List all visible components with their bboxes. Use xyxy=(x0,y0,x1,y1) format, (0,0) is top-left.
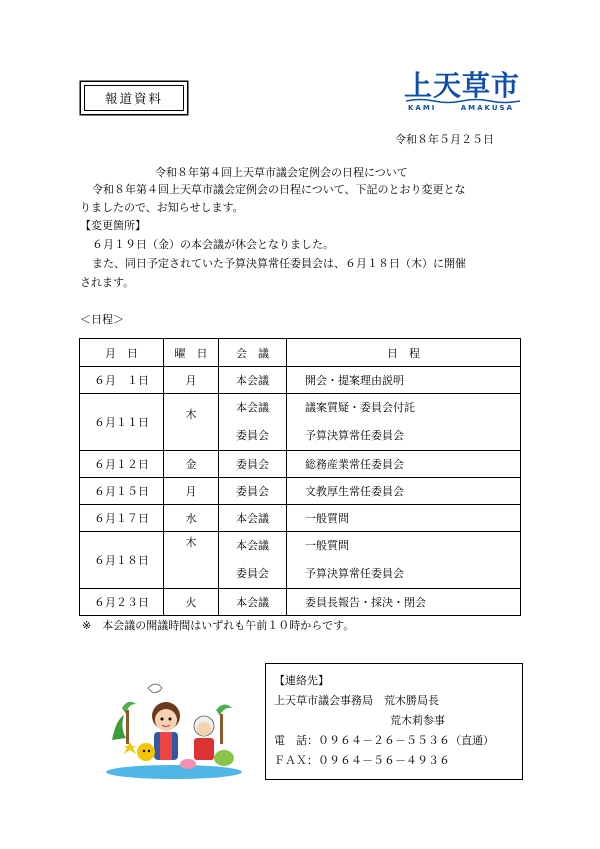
header-day: 曜 日 xyxy=(164,339,219,367)
row-date: ６月１１日 xyxy=(80,394,164,451)
table-row xyxy=(80,589,521,616)
row-meetings xyxy=(219,394,287,451)
table-row xyxy=(80,367,521,394)
row-agenda: 開会・提案理由説明 xyxy=(287,367,521,394)
table-row xyxy=(80,532,521,589)
body-p3-line1: また、同日予定されていた予算決算常任委員会は、６月１８日（木）に開催 xyxy=(92,257,466,270)
table-row xyxy=(80,451,521,478)
contact-person: 荒木莉参事 xyxy=(390,714,445,727)
row-meeting: 本会議 xyxy=(219,367,287,394)
table-row xyxy=(80,478,521,505)
row-agendas xyxy=(287,394,521,451)
row-agenda: 予算決算常任委員会 xyxy=(305,567,404,580)
row-day: 火 xyxy=(164,589,219,616)
row-agenda: 委員長報告・採決・閉会 xyxy=(287,589,521,616)
body-p1-line1: 令和８年第４回上天草市議会定例会の日程について、下記のとおり変更とな xyxy=(92,183,466,196)
logo-wave-icon xyxy=(406,98,520,104)
row-day: 水 xyxy=(164,505,219,532)
contact-box xyxy=(265,663,523,780)
header-agenda: 日 程 xyxy=(287,339,521,367)
row-agenda: 一般質問 xyxy=(287,505,521,532)
row-date: ６月 １日 xyxy=(80,367,164,394)
city-logo-text: 上天草市 xyxy=(404,69,521,102)
row-day: 月 xyxy=(164,478,219,505)
row-agenda: 議案質疑・委員会付託 xyxy=(305,401,415,414)
row-day: 金 xyxy=(164,451,219,478)
row-date: ６月１５日 xyxy=(80,478,164,505)
row-agendas xyxy=(287,532,521,589)
row-date: ６月１７日 xyxy=(80,505,164,532)
row-agenda: 一般質問 xyxy=(305,539,349,552)
row-meeting: 委員会 xyxy=(219,451,287,478)
body-p2: ６月１９日（金）の本会議が休会となりました。 xyxy=(92,238,334,251)
row-day: 木 xyxy=(164,532,219,589)
schedule-table xyxy=(79,338,521,616)
table-row xyxy=(80,505,521,532)
section-heading: 【変更箇所】 xyxy=(80,219,146,232)
city-logo xyxy=(404,70,522,118)
table-row xyxy=(80,394,521,451)
row-day: 月 xyxy=(164,367,219,394)
mascot-characters-icon xyxy=(104,680,244,780)
row-meeting: 本会議 xyxy=(236,539,269,552)
contact-fax: ＦＡＸ：０９６４－５６－４９３６ xyxy=(274,754,450,767)
contact-office: 上天草市議会事務局 荒木勝局長 xyxy=(274,694,439,707)
row-meetings xyxy=(219,532,287,589)
document-title: 令和８年第４回上天草市議会定例会の日程について xyxy=(155,166,408,179)
contact-heading: 【連絡先】 xyxy=(274,674,329,687)
row-date: ６月１２日 xyxy=(80,451,164,478)
row-agenda: 総務産業常任委員会 xyxy=(287,451,521,478)
header-meeting: 会 議 xyxy=(219,339,287,367)
row-day: 木 xyxy=(164,394,219,451)
release-date: 令和８年５月２５日 xyxy=(395,133,494,146)
row-date: ６月１８日 xyxy=(80,532,164,589)
meeting-time-note: ※ 本会議の開議時間はいずれも午前１０時からです。 xyxy=(82,619,355,632)
press-release-badge: 報道資料 xyxy=(84,85,184,111)
body-p3-line2: されます。 xyxy=(80,276,135,289)
row-date: ６月２３日 xyxy=(80,589,164,616)
row-meeting: 委員会 xyxy=(236,567,269,580)
logo-sub-right: AMAKUSA xyxy=(460,104,514,112)
contact-tel: 電 話：０９６４－２６－５５３６（直通） xyxy=(274,734,494,747)
row-agenda: 予算決算常任委員会 xyxy=(305,429,404,442)
schedule-label: ＜日程＞ xyxy=(80,313,124,326)
row-meeting: 委員会 xyxy=(236,429,269,442)
row-agenda: 文教厚生常任委員会 xyxy=(287,478,521,505)
row-meeting: 委員会 xyxy=(219,478,287,505)
row-meeting: 本会議 xyxy=(219,589,287,616)
row-meeting: 本会議 xyxy=(219,505,287,532)
logo-sub-left: KAMI xyxy=(408,104,437,112)
row-meeting: 本会議 xyxy=(236,401,269,414)
table-header-row xyxy=(80,339,521,367)
header-date: 月 日 xyxy=(80,339,164,367)
body-p1-line2: りましたので、お知らせします。 xyxy=(80,201,244,214)
